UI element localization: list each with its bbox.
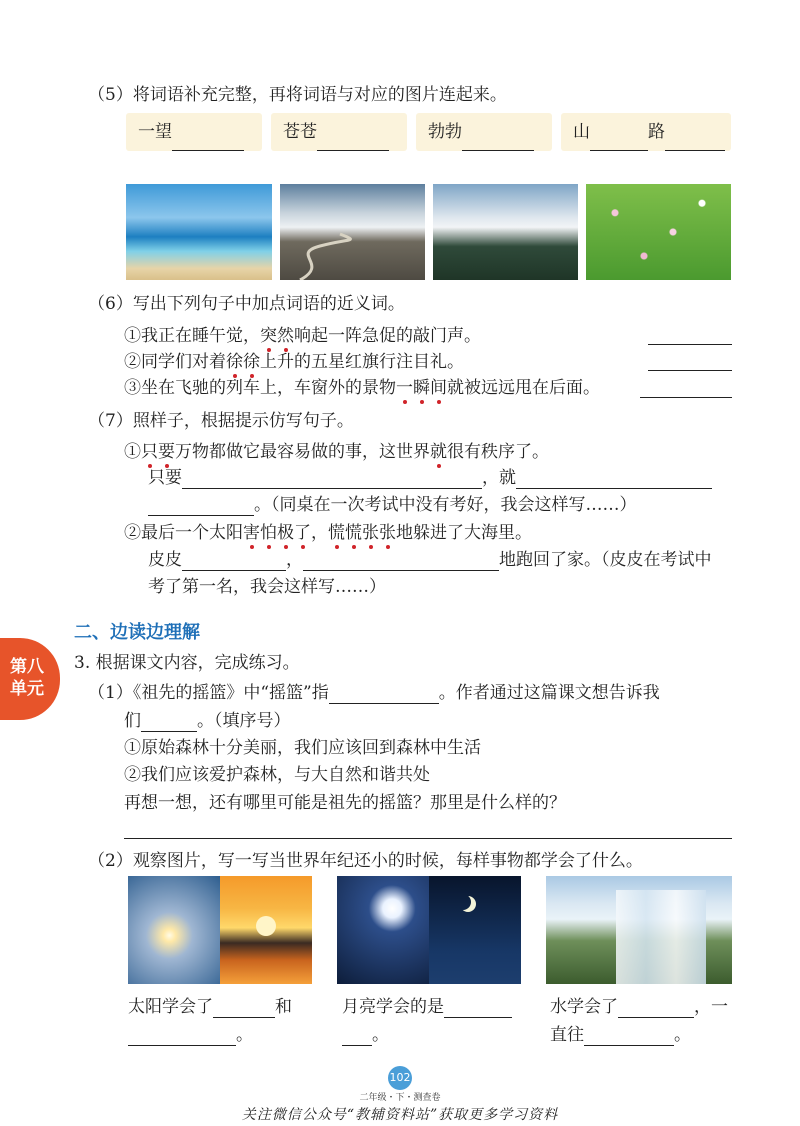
q6-answer-line-1[interactable]	[648, 344, 732, 345]
word-1: 一望	[138, 122, 172, 142]
full-moon-image[interactable]	[337, 876, 429, 984]
sun-caption-1: 太阳学会了 和	[128, 997, 292, 1017]
word-4-blank-b[interactable]	[665, 132, 725, 151]
q3-part1-line1: （1）《祖先的摇篮》中“摇篮”指 。作者通过这篇课文想告诉我	[88, 683, 660, 703]
water-caption-1: 水学会了 ，一	[550, 997, 728, 1017]
q7-line-2a: 皮皮 ， 地跑回了家。（皮皮在考试中	[148, 550, 712, 570]
mountain-road-image[interactable]	[280, 184, 425, 280]
water-blank-1[interactable]	[618, 999, 694, 1018]
waterfall-image[interactable]	[546, 876, 732, 984]
q7-example-2: ②最后一个太阳害怕极了，慌慌张张地躲进了大海里。	[124, 523, 532, 543]
word-4b: 路	[648, 122, 665, 142]
promo-note: 关注微信公众号“教辅资料站”获取更多学习资料	[241, 1107, 559, 1123]
q7-example-1: ①只要万物都做它最容易做的事，这世界就很有秩序了。	[124, 442, 549, 462]
q3-think-answer-line[interactable]	[124, 838, 732, 839]
q6-answer-line-2[interactable]	[648, 370, 732, 371]
q7-blank-4[interactable]	[182, 552, 286, 571]
water-caption-2: 直往 。	[550, 1025, 691, 1045]
moon-blank-1[interactable]	[444, 999, 512, 1018]
q7-blank-5[interactable]	[303, 552, 499, 571]
q7-line-1b: 。（同桌在一次考试中没有考好，我会这样写……）	[148, 494, 637, 516]
q6-answer-line-3[interactable]	[640, 397, 732, 398]
q3-part2-title: （2）观察图片，写一写当世界年纪还小的时候，每样事物都学会了什么。	[88, 851, 643, 871]
word-box-4	[561, 113, 731, 151]
q3-blank-cradle[interactable]	[329, 685, 439, 704]
q3-part1-line2: 们 。（填序号）	[124, 711, 291, 731]
word-box-2	[271, 113, 407, 151]
q5-title: （5）将词语补充完整，再将词语与对应的图片连起来。	[88, 85, 507, 105]
q7-blank-2[interactable]	[516, 470, 712, 489]
q7-title: （7）照样子，根据提示仿写句子。	[88, 411, 354, 431]
q6-sentence-1: ①我正在睡午觉，突然响起一阵急促的敲门声。	[124, 326, 481, 346]
word-2-blank[interactable]	[317, 132, 389, 151]
q7-line-2b: 考了第一名，我会这样写……）	[148, 577, 386, 597]
moon-blank-2[interactable]	[342, 1027, 372, 1046]
sun-blank-2[interactable]	[128, 1027, 236, 1046]
crescent-moon-image[interactable]	[429, 876, 521, 984]
q7-blank-1[interactable]	[182, 470, 482, 489]
word-box-3	[416, 113, 552, 151]
winding-road-icon	[280, 184, 425, 280]
q3-title: 3. 根据课文内容，完成练习。	[74, 653, 300, 673]
section-title: 二、边读边理解	[74, 622, 200, 643]
q3-blank-choice[interactable]	[141, 713, 197, 732]
sunrise-image[interactable]	[128, 876, 220, 984]
moon-caption-2: 。	[342, 1024, 389, 1046]
word-3-blank[interactable]	[462, 132, 534, 151]
q3-option-2: ②我们应该爱护森林，与大自然和谐共处	[124, 765, 430, 785]
sunset-image[interactable]	[220, 876, 312, 984]
q7-line-1a: 只要 ，就	[148, 467, 712, 489]
unit-tab: 第八 单元	[0, 638, 60, 720]
q6-title: （6）写出下列句子中加点词语的近义词。	[88, 294, 405, 314]
grassland-image[interactable]	[586, 184, 731, 280]
book-label: 二年级・下・测查卷	[359, 1093, 441, 1103]
q3-option-1: ①原始森林十分美丽，我们应该回到森林中生活	[124, 738, 481, 758]
sun-blank-1[interactable]	[213, 999, 275, 1018]
moon-caption-1: 月亮学会的是	[342, 996, 512, 1018]
q6-sentence-2: ②同学们对着徐徐上升的五星红旗行注目礼。	[124, 352, 464, 372]
word-3: 勃勃	[428, 122, 462, 142]
sea-image[interactable]	[126, 184, 272, 280]
q7-blank-3[interactable]	[148, 497, 254, 516]
word-4-blank-a[interactable]	[590, 132, 648, 151]
water-blank-2[interactable]	[584, 1027, 674, 1046]
word-box-1	[126, 113, 262, 151]
sun-caption-2: 。	[128, 1024, 253, 1046]
page-number: 102	[388, 1066, 412, 1090]
q3-think-question: 再想一想，还有哪里可能是祖先的摇篮？那里是什么样的？	[124, 793, 566, 813]
forest-image[interactable]	[433, 184, 578, 280]
q6-sentence-3: ③坐在飞驰的列车上，车窗外的景物一瞬间就被远远甩在后面。	[124, 378, 600, 398]
word-2: 苍苍	[283, 122, 317, 142]
word-4a: 山	[573, 122, 590, 142]
word-1-blank[interactable]	[172, 132, 244, 151]
